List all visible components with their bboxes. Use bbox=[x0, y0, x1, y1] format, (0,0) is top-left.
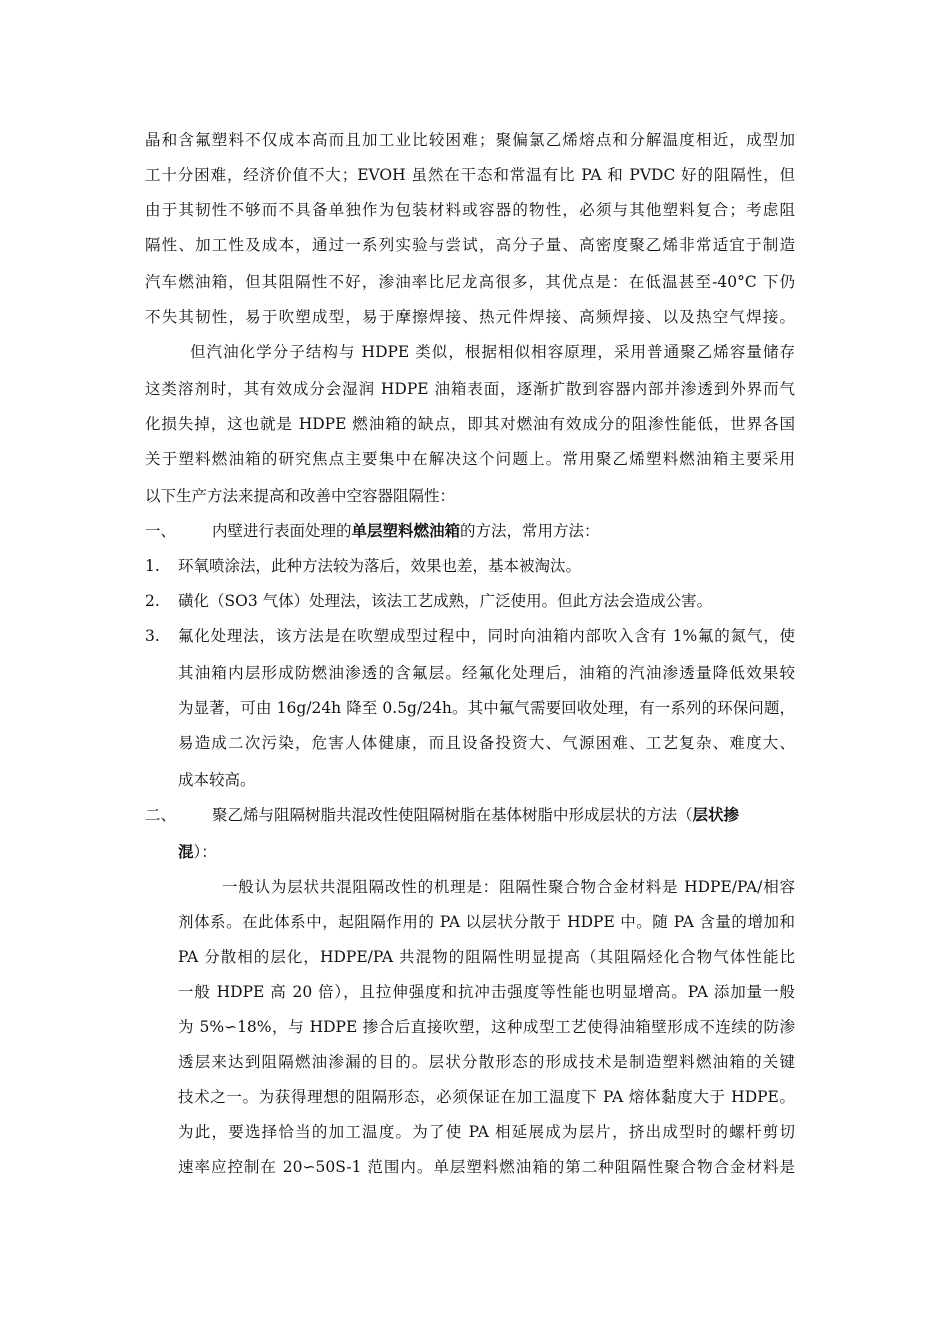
section-number: 一、 bbox=[145, 522, 177, 540]
paragraph-line: 由于其韧性不够而不具备单独作为包装材料或容器的物性，必须与其他塑料复合；考虑阻 bbox=[145, 201, 795, 219]
bold-term: 层状掺 bbox=[692, 805, 740, 824]
paragraph-line: 汽车燃油箱，但其阻隔性不好，渗油率比尼龙高很多，其优点是：在低温甚至-40°C 下仍 bbox=[145, 273, 795, 291]
list-item: 磺化（SO3 气体）处理法，该法工艺成熟，广泛使用。但此方法会造成公害。 bbox=[178, 592, 713, 610]
paragraph-line: PA 分散相的层化，HDPE/PA 共混物的阻隔性明显提高（其阻隔烃化合物气体性能比 bbox=[178, 948, 795, 966]
list-item: 环氧喷涂法，此种方法较为落后，效果也差，基本被淘汰。 bbox=[178, 557, 582, 575]
paragraph-line: 速率应控制在 20∽50S-1 范围内。单层塑料燃油箱的第二种阻隔性聚合物合金材料是 bbox=[178, 1158, 795, 1176]
list-number: 3. bbox=[145, 627, 160, 645]
paragraph-line: 化损失掉，这也就是 HDPE 燃油箱的缺点，即其对燃油有效成分的阻渗性能低，世界各国 bbox=[145, 415, 795, 433]
paragraph-line: 为此，要选择恰当的加工温度。为了使 PA 相延展成为层片，挤出成型时的螺杆剪切 bbox=[178, 1123, 795, 1141]
paragraph-line: 工十分困难，经济价值不大；EVOH 虽然在干态和常温有比 PA 和 PVDC 好的阻隔性，但 bbox=[145, 166, 795, 184]
bold-term: 混 bbox=[178, 842, 194, 861]
paragraph-line: 不失其韧性，易于吹塑成型，易于摩擦焊接、热元件焊接、高频焊接、以及热空气焊接。 bbox=[145, 308, 795, 326]
section-number: 二、 bbox=[145, 806, 177, 824]
paragraph-line: 为 5%∽18%，与 HDPE 掺合后直接吹塑，这种成型工艺使得油箱壁形成不连续的防渗 bbox=[178, 1018, 795, 1036]
paragraph-line: 剂体系。在此体系中，起阻隔作用的 PA 以层状分散于 HDPE 中。随 PA 含量的增加和 bbox=[178, 913, 795, 931]
list-item-continuation: 易造成二次污染，危害人体健康，而且设备投资大、气源困难、工艺复杂、难度大、 bbox=[178, 734, 795, 752]
paragraph-line: 但汽油化学分子结构与 HDPE 类似，根据相似相容原理，采用普通聚乙烯容量储存 bbox=[190, 343, 795, 361]
paragraph-line: 透层来达到阻隔燃油渗漏的目的。层状分散形态的形成技术是制造塑料燃油箱的关键 bbox=[178, 1053, 795, 1071]
paragraph-line: 关于塑料燃油箱的研究焦点主要集中在解决这个问题上。常用聚乙烯塑料燃油箱主要采用 bbox=[145, 450, 795, 468]
paragraph-line: 技术之一。为获得理想的阻隔形态，必须保证在加工温度下 PA 熔体黏度大于 HDPE。 bbox=[178, 1088, 795, 1106]
list-item: 氟化处理法，该方法是在吹塑成型过程中，同时向油箱内部吹入含有 1%氟的氮气，使 bbox=[178, 627, 795, 645]
section-heading-continuation: 混）： bbox=[178, 842, 217, 861]
list-item-continuation: 其油箱内层形成防燃油渗透的含氟层。经氟化处理后，油箱的汽油渗透量降低效果较 bbox=[178, 664, 795, 682]
list-number: 2. bbox=[145, 592, 160, 610]
paragraph-line: 一般认为层状共混阻隔改性的机理是：阻隔性聚合物合金材料是 HDPE/PA/相容 bbox=[222, 878, 795, 896]
list-item-continuation: 成本较高。 bbox=[178, 771, 256, 789]
section-heading: 聚乙烯与阻隔树脂共混改性使阻隔树脂在基体树脂中形成层状的方法（层状掺 bbox=[212, 805, 740, 824]
list-number: 1. bbox=[145, 557, 160, 575]
section-heading: 内壁进行表面处理的单层塑料燃油箱的方法，常用方法： bbox=[212, 521, 600, 540]
paragraph-line: 隔性、加工性及成本，通过一系列实验与尝试，高分子量、高密度聚乙烯非常适宜于制造 bbox=[145, 236, 795, 254]
paragraph-line: 晶和含氟塑料不仅成本高而且加工业比较困难；聚偏氯乙烯熔点和分解温度相近，成型加 bbox=[145, 131, 795, 149]
paragraph-line: 以下生产方法来提高和改善中空容器阻隔性： bbox=[145, 487, 456, 505]
bold-term: 单层塑料燃油箱 bbox=[351, 521, 461, 540]
list-item-continuation: 为显著，可由 16g/24h 降至 0.5g/24h。其中氟气需要回收处理，有一系列的环保问题， bbox=[178, 699, 795, 717]
paragraph-line: 这类溶剂时，其有效成分会湿润 HDPE 油箱表面，逐渐扩散到容器内部并渗透到外界而气 bbox=[145, 380, 795, 398]
paragraph-line: 一般 HDPE 高 20 倍），且拉伸强度和抗冲击强度等性能也明显增高。PA 添加量一般 bbox=[178, 983, 795, 1001]
